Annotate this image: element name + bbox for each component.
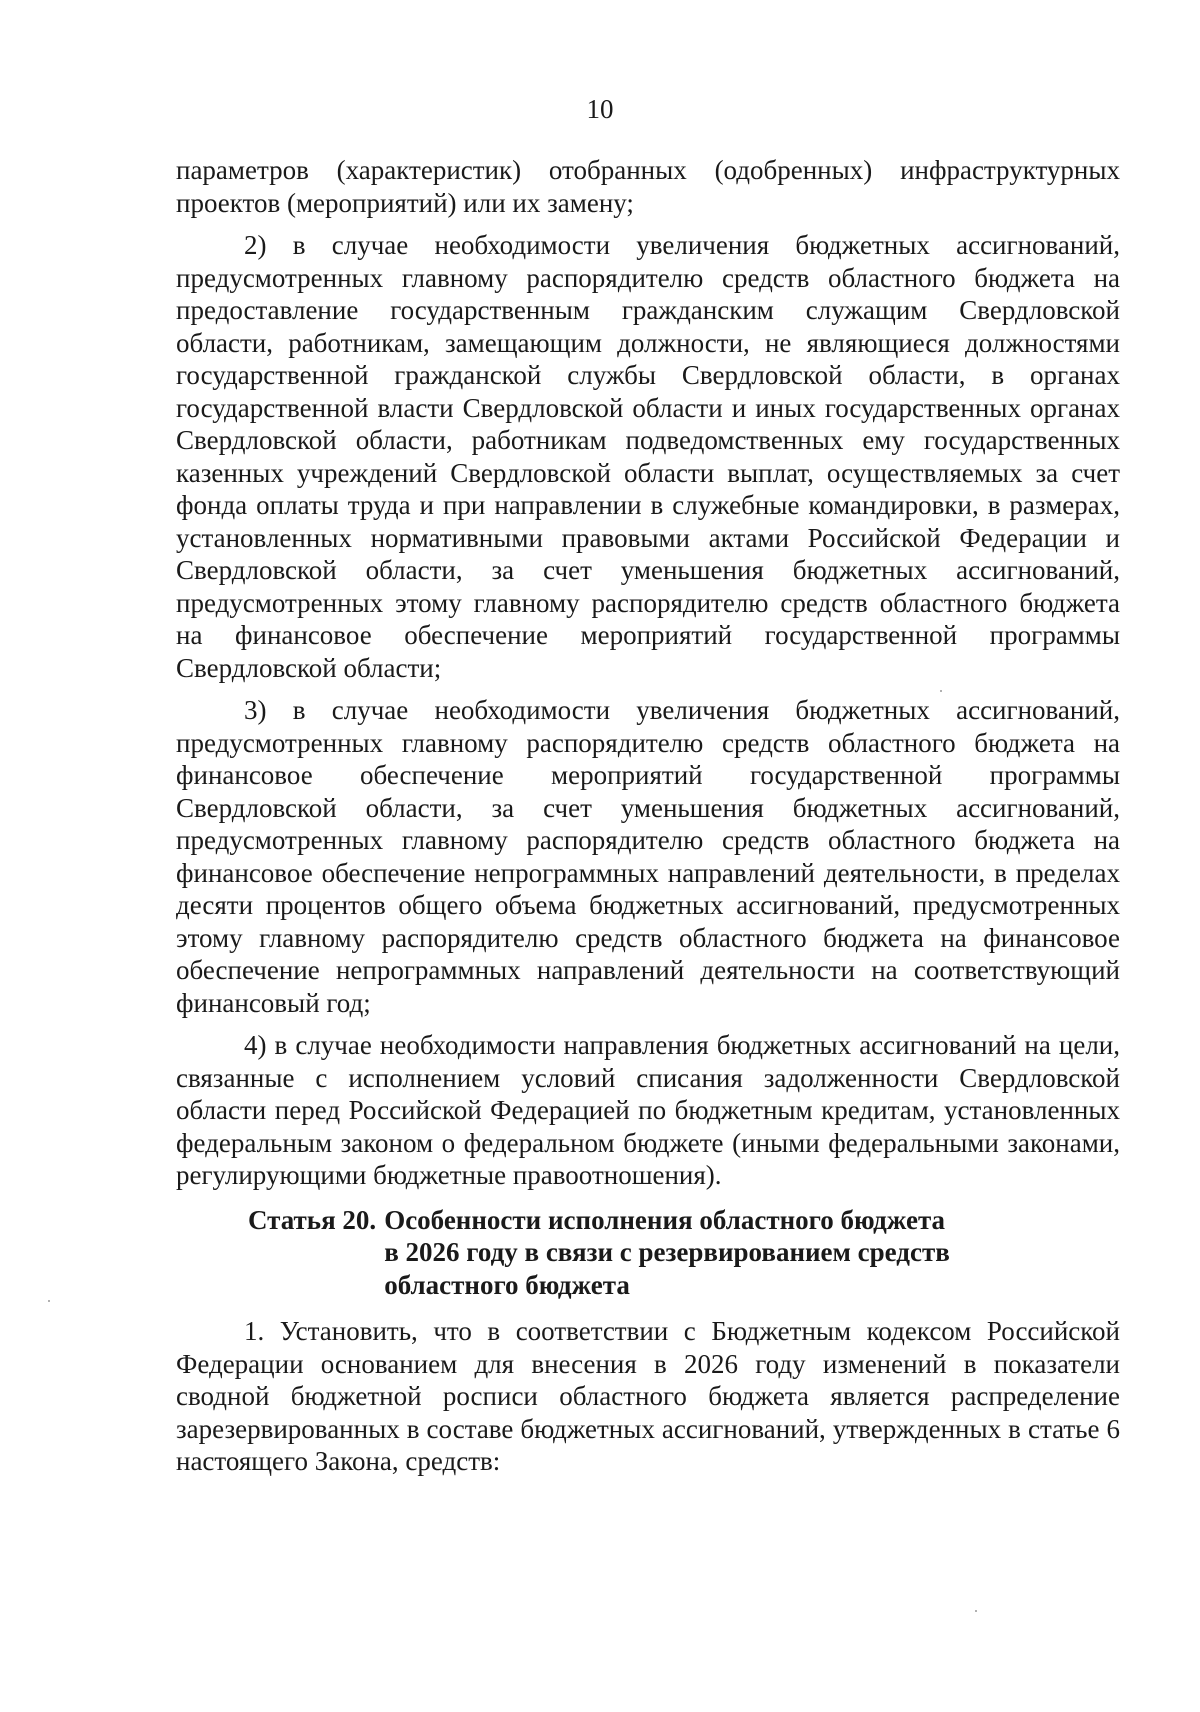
article-title-line: в 2026 году в связи с резервированием средств [384, 1237, 950, 1267]
page-number: 10 [586, 94, 614, 124]
article-title [384, 1204, 950, 1302]
scan-speck [940, 690, 942, 692]
article-number: Статья 20. [248, 1204, 377, 1235]
paragraph-item-2: 2) в случае необходимости увеличения бюджетных ассигнований, предусмотренных главному распорядителю средств областного бюджета на предоставление государственным гражданским служащим Свердловской области, работникам, замещающим должности, не являющиеся должностями государственной гражданской службы Свердловской области, в органах государственной власти Свердловской области и иных государственных органах Свердловской области, работникам подведомственных ему государственных казенных учреждений Свердловской области выплат, осуществляемых за счет фонда оплаты труда и при направлении в служебные командировки, в размерах, установленных нормативными правовыми актами Российской Федерации и Свердловской области, за счет уменьшения бюджетных ассигнований, предусмотренных этому главному распорядителю средств областного бюджета на финансовое обеспечение мероприятий государственной программы Свердловской области; [176, 230, 1120, 683]
article-heading [176, 1204, 1120, 1302]
paragraph-item-4: 4) в случае необходимости направления бюджетных ассигнований на цели, связанные с исполнением условий списания задолженности Свердловской области перед Российской Федерацией по бюджетным кредитам, установленных федеральным законом о федеральном бюджете (иными федеральными законами, регулирующими бюджетные правоотношения). [176, 1030, 1120, 1190]
article-title-line: Особенности исполнения областного бюджета [384, 1204, 946, 1235]
paragraph-continuation: параметров (характеристик) отобранных (одобренных) инфраструктурных проектов (мероприятий) или их замену; [176, 155, 1120, 218]
article-title-line: областного бюджета [384, 1269, 630, 1300]
scan-speck [48, 1300, 50, 1302]
paragraph-article-20-item-1: 1. Установить, что в соответствии с Бюджетным кодексом Российской Федерации основанием для внесения в 2026 году изменений в показатели сводной бюджетной росписи областного бюджета является распределение зарезервированных в составе бюджетных ассигнований, утвержденных в статье 6 настоящего Закона, средств: [176, 1316, 1120, 1476]
document-body [176, 154, 1120, 1488]
paragraph-item-3: 3) в случае необходимости увеличения бюджетных ассигнований, предусмотренных главному распорядителю средств областного бюджета на финансовое обеспечение мероприятий государственной программы Свердловской области, за счет уменьшения бюджетных ассигнований, предусмотренных главному распорядителю средств областного бюджета на финансовое обеспечение непрограммных направлений деятельности, в пределах десяти процентов общего объема бюджетных ассигнований, предусмотренных этому главному распорядителю средств областного бюджета на финансовое обеспечение непрограммных направлений деятельности на соответствующий финансовый год; [176, 695, 1120, 1018]
scan-speck [975, 1610, 977, 1612]
